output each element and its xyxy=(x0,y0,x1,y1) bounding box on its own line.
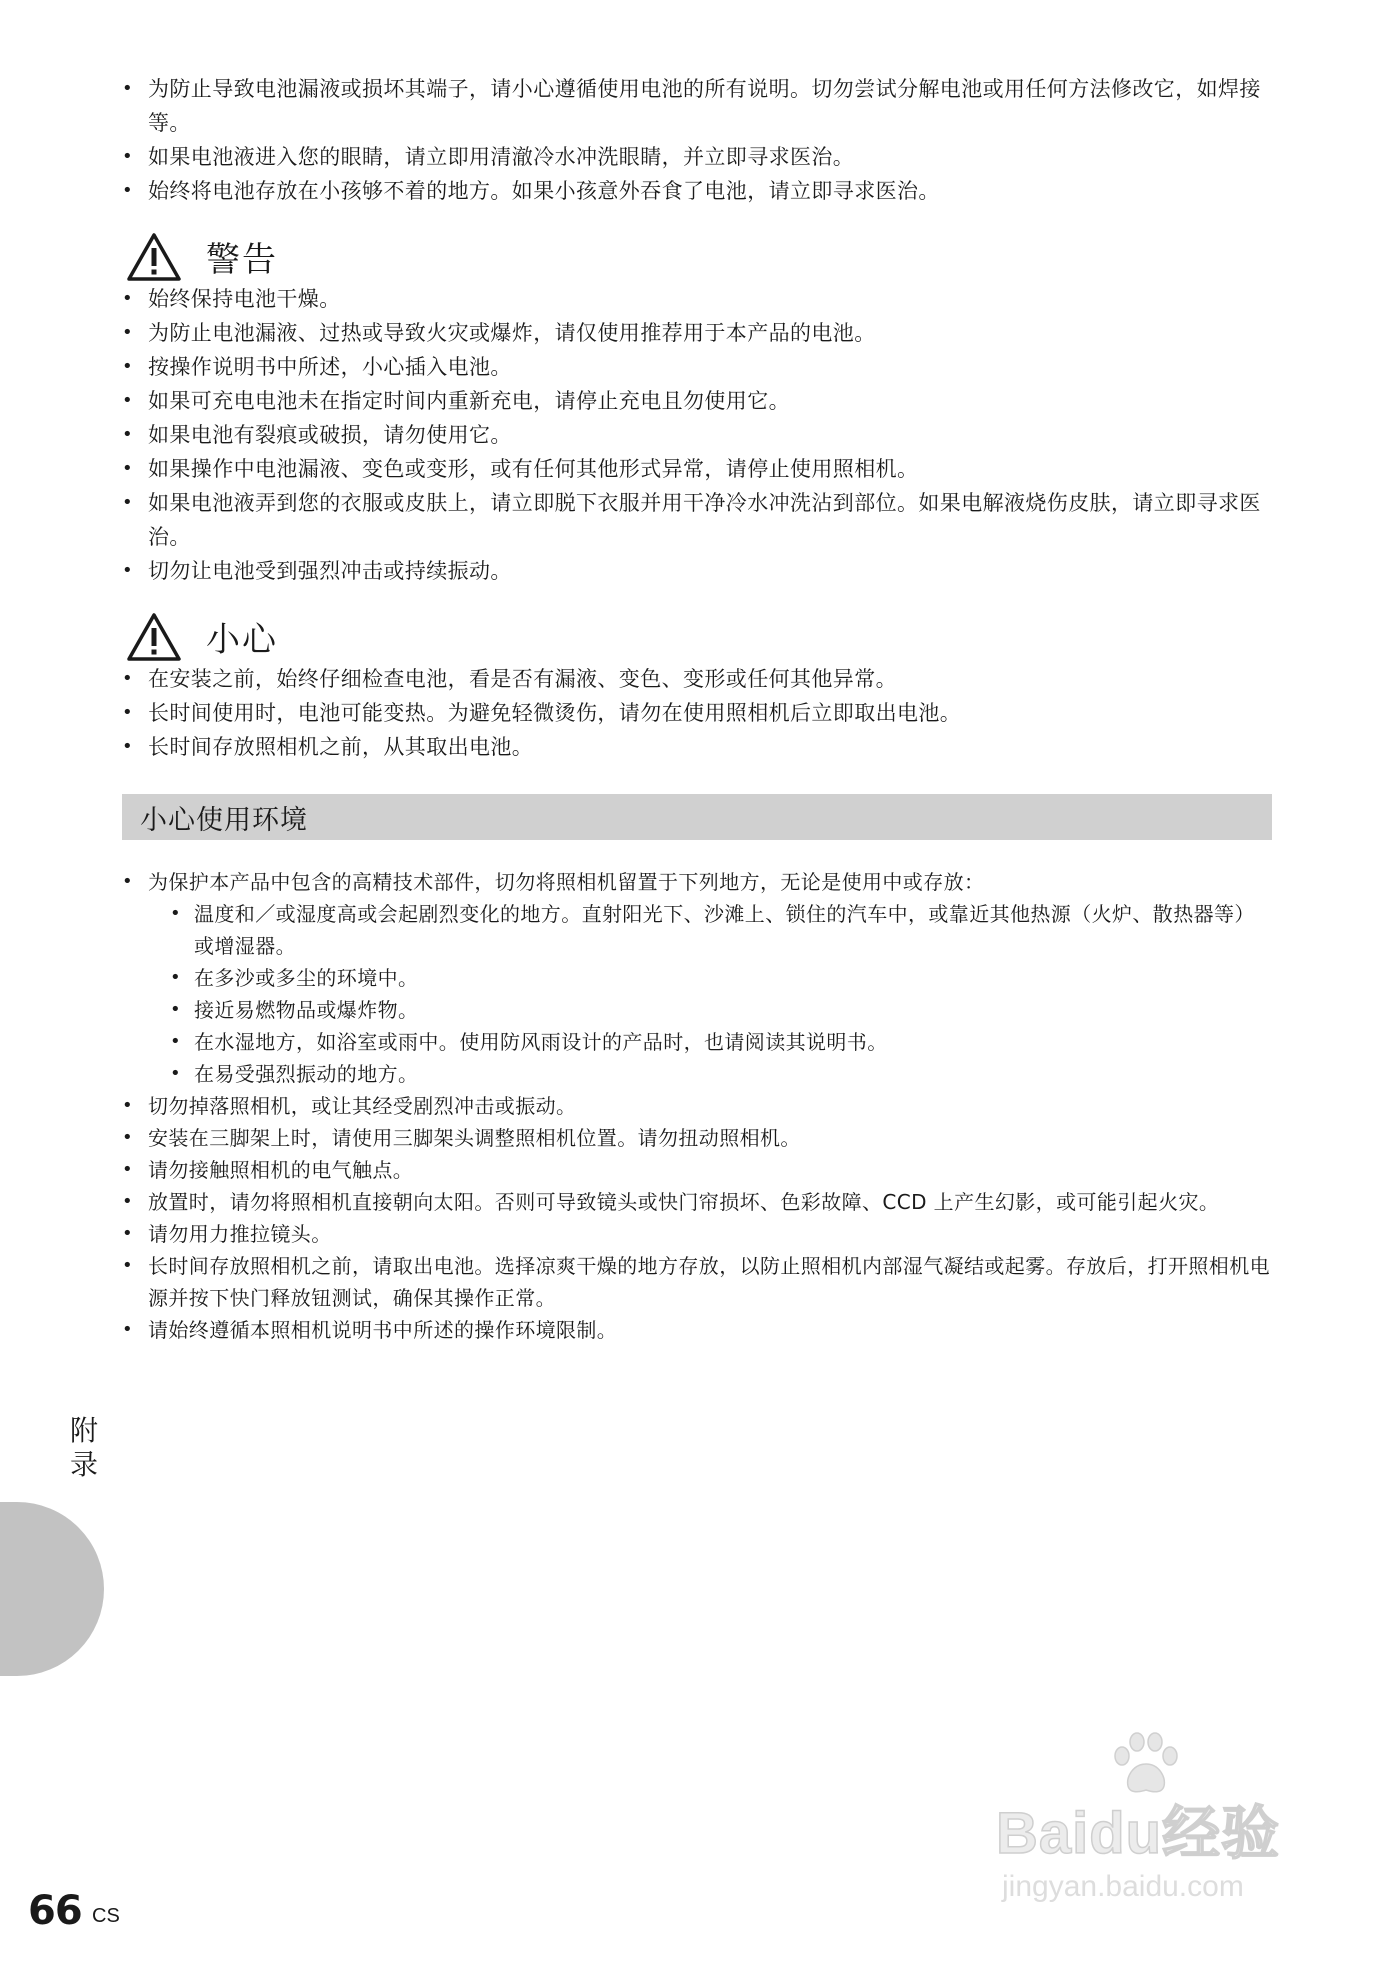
list-item: • 放置时，请勿将照相机直接朝向太阳。否则可导致镜头或快门帘损坏、色彩故障、CCD 上产生幻影，或可能引起火灾。 xyxy=(122,1186,1272,1218)
caution-list xyxy=(122,662,1272,764)
caution-heading xyxy=(122,602,1272,662)
list-item: • 如果可充电电池未在指定时间内重新充电，请停止充电且勿使用它。 xyxy=(122,384,1272,418)
list-item: • 长时间使用时，电池可能变热。为避免轻微烫伤，请勿在使用照相机后立即取出电池。 xyxy=(122,696,1272,730)
sub-list-item: • 在多沙或多尘的环境中。 xyxy=(170,962,1272,994)
list-item: • 安装在三脚架上时，请使用三脚架头调整照相机位置。请勿扭动照相机。 xyxy=(122,1122,1272,1154)
list-item: • 始终保持电池干燥。 xyxy=(122,282,1272,316)
list-item: • 为防止电池漏液、过热或导致火灾或爆炸，请仅使用推荐用于本产品的电池。 xyxy=(122,316,1272,350)
list-item: • 如果电池有裂痕或破损，请勿使用它。 xyxy=(122,418,1272,452)
list-item xyxy=(122,866,1272,1090)
watermark-brand: Baidu经验 xyxy=(996,1801,1281,1866)
side-tab xyxy=(0,1502,104,1676)
watermark-url: jingyan.baidu.com xyxy=(1002,1870,1244,1903)
warning-heading xyxy=(122,222,1272,282)
sub-list-item: • 接近易燃物品或爆炸物。 xyxy=(170,994,1272,1026)
environment-sub-list xyxy=(148,898,1272,1090)
list-item: • 在安装之前，始终仔细检查电池，看是否有漏液、变色、变形或任何其他异常。 xyxy=(122,662,1272,696)
list-item: • 如果电池液弄到您的衣服或皮肤上，请立即脱下衣服并用干净冷水冲洗沾到部位。如果电解液烧伤皮肤，请立即寻求医治。 xyxy=(122,486,1272,554)
warning-triangle-icon xyxy=(126,612,182,662)
list-item: • 为防止导致电池漏液或损坏其端子，请小心遵循使用电池的所有说明。切勿尝试分解电池或用任何方法修改它，如焊接等。 xyxy=(122,72,1272,140)
list-item: • 切勿让电池受到强烈冲击或持续振动。 xyxy=(122,554,1272,588)
list-item: • 请始终遵循本照相机说明书中所述的操作环境限制。 xyxy=(122,1314,1272,1346)
watermark xyxy=(996,1730,1336,1930)
language-code: CS xyxy=(92,1905,120,1927)
list-item: • 长时间存放照相机之前，从其取出电池。 xyxy=(122,730,1272,764)
environment-list xyxy=(122,866,1272,1346)
side-section-label: 附录 xyxy=(69,1414,98,1481)
page-number: 66 xyxy=(28,1888,82,1934)
document-body xyxy=(122,72,1272,1346)
list-item: • 如果操作中电池漏液、变色或变形，或有任何其他形式异常，请停止使用照相机。 xyxy=(122,452,1272,486)
caution-title: 小心 xyxy=(206,620,278,660)
sub-list-item: • 温度和／或湿度高或会起剧烈变化的地方。直射阳光下、沙滩上、锁住的汽车中，或靠近其他热源（火炉、散热器等）或增湿器。 xyxy=(170,898,1272,962)
list-item: • 如果电池液进入您的眼睛，请立即用清澈冷水冲洗眼睛，并立即寻求医治。 xyxy=(122,140,1272,174)
list-item: • 请勿接触照相机的电气触点。 xyxy=(122,1154,1272,1186)
warning-title: 警告 xyxy=(206,240,278,280)
sub-list-item: • 在易受强烈振动的地方。 xyxy=(170,1058,1272,1090)
list-item: • 按操作说明书中所述，小心插入电池。 xyxy=(122,350,1272,384)
list-item: • 请勿用力推拉镜头。 xyxy=(122,1218,1272,1250)
sub-list-item: • 在水湿地方，如浴室或雨中。使用防风雨设计的产品时，也请阅读其说明书。 xyxy=(170,1026,1272,1058)
section-title: 小心使用环境 xyxy=(140,804,308,836)
list-item: • 始终将电池存放在小孩够不着的地方。如果小孩意外吞食了电池，请立即寻求医治。 xyxy=(122,174,1272,208)
warning-list xyxy=(122,282,1272,588)
warning-triangle-icon xyxy=(126,232,182,282)
section-title-bar xyxy=(122,794,1272,840)
environment-intro: 为保护本产品中包含的高精技术部件，切勿将照相机留置于下列地方，无论是使用中或存放： xyxy=(148,870,985,894)
list-item: • 切勿掉落照相机，或让其经受剧烈冲击或振动。 xyxy=(122,1090,1272,1122)
battery-precautions-list xyxy=(122,72,1272,208)
list-item: • 长时间存放照相机之前，请取出电池。选择凉爽干燥的地方存放，以防止照相机内部湿气凝结或起雾。存放后，打开照相机电源并按下快门释放钮测试，确保其操作正常。 xyxy=(122,1250,1272,1314)
